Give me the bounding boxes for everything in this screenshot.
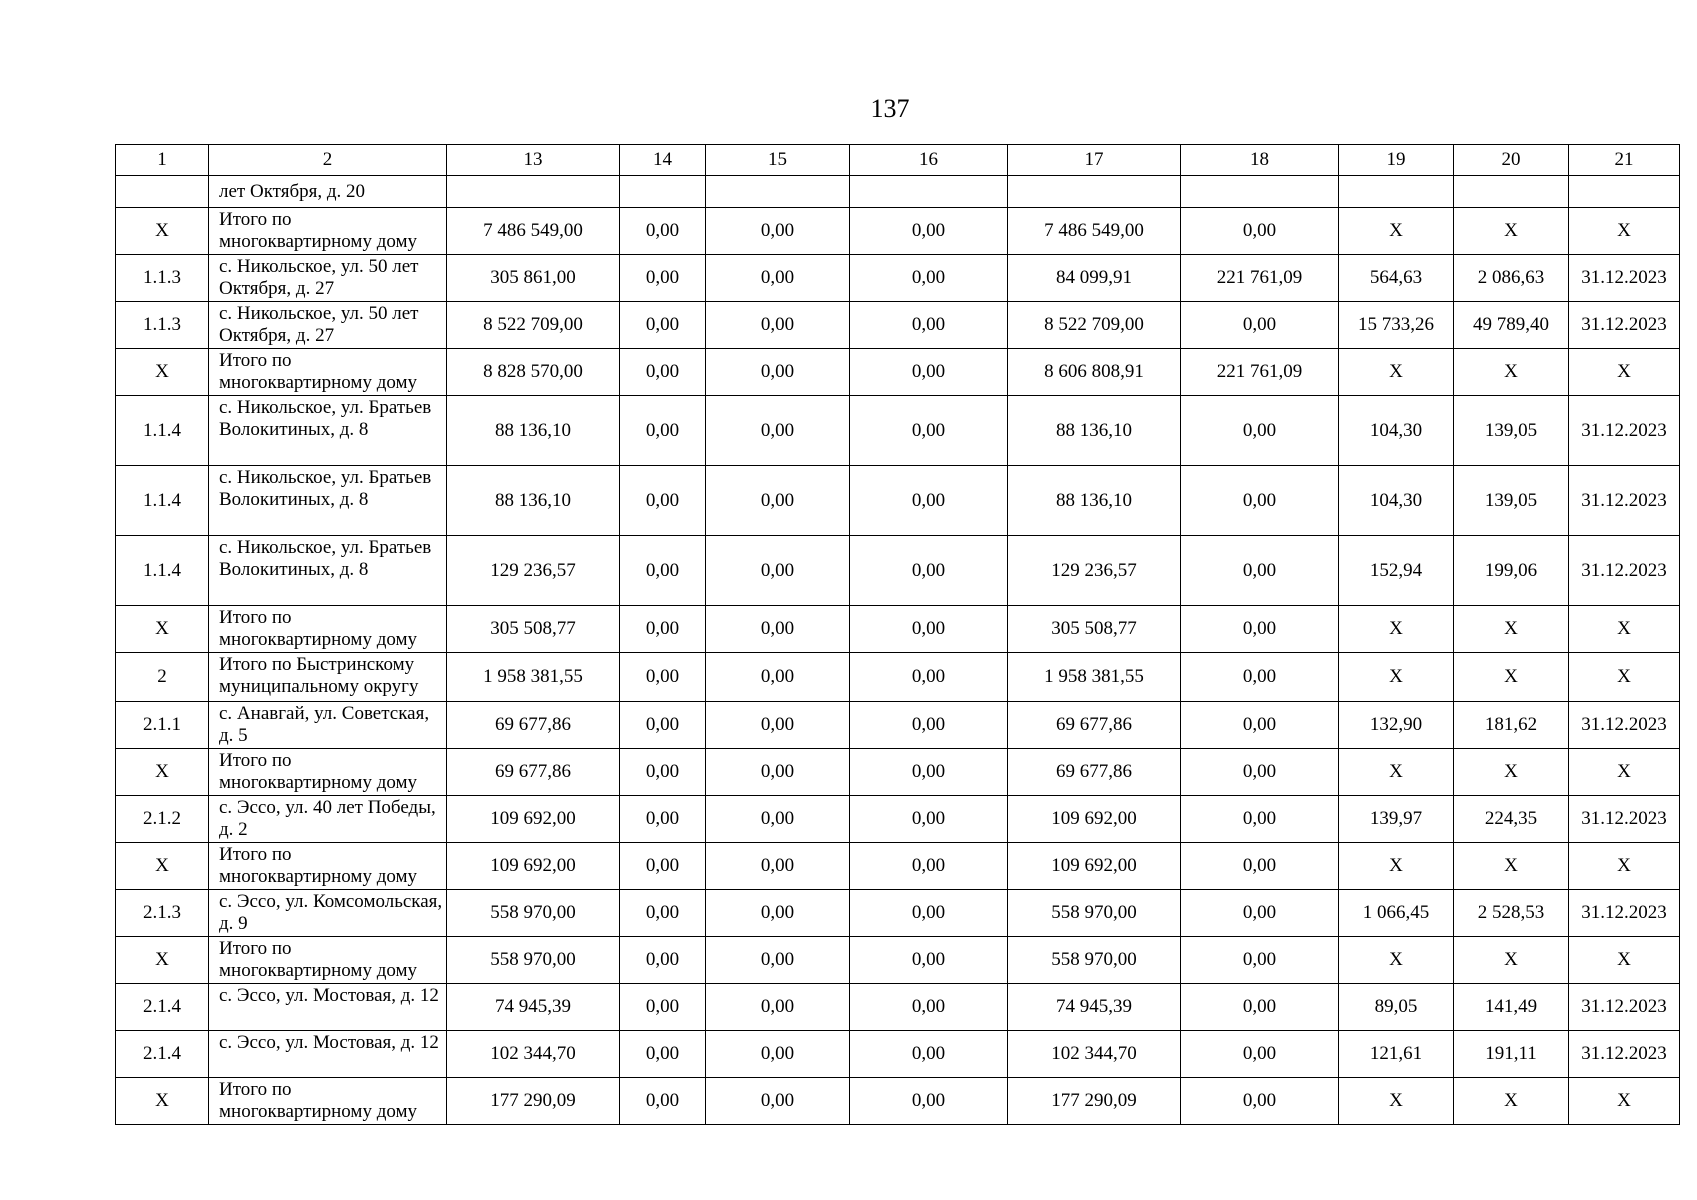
- col13-cell: 558 970,00: [447, 937, 620, 984]
- address-cell: Итого по многоквартирному дому: [209, 349, 447, 396]
- address-cell: Итого по многоквартирному дому: [209, 208, 447, 255]
- address-cell: Итого по Быстринскому муниципальному округу: [209, 653, 447, 702]
- col21-cell: 31.12.2023: [1569, 702, 1680, 749]
- col17-cell: 84 099,91: [1008, 255, 1181, 302]
- col15-cell: 0,00: [706, 1031, 850, 1078]
- col17-cell: 1 958 381,55: [1008, 653, 1181, 702]
- col14-cell: 0,00: [620, 937, 706, 984]
- col16-cell: 0,00: [850, 466, 1008, 536]
- col15-cell: 0,00: [706, 302, 850, 349]
- table-row: [116, 606, 1680, 653]
- col16-cell: 0,00: [850, 1031, 1008, 1078]
- address-cell: с. Никольское, ул. Братьев Волокитиных, д. 8: [209, 466, 447, 536]
- col15-cell: 0,00: [706, 208, 850, 255]
- col16-cell: 0,00: [850, 255, 1008, 302]
- col13-cell: 102 344,70: [447, 1031, 620, 1078]
- table-row: [116, 208, 1680, 255]
- col16-cell: [850, 176, 1008, 208]
- col20-cell: X: [1454, 843, 1569, 890]
- row-number-cell: 1.1.4: [116, 536, 209, 606]
- col20-cell: X: [1454, 606, 1569, 653]
- col16-cell: 0,00: [850, 749, 1008, 796]
- col20-cell: 181,62: [1454, 702, 1569, 749]
- col13-cell: 1 958 381,55: [447, 653, 620, 702]
- table-row: [116, 536, 1680, 606]
- col16-cell: 0,00: [850, 302, 1008, 349]
- col15-cell: 0,00: [706, 466, 850, 536]
- table-row: [116, 466, 1680, 536]
- col17-cell: 109 692,00: [1008, 796, 1181, 843]
- col19-cell: 89,05: [1339, 984, 1454, 1031]
- table-row: [116, 653, 1680, 702]
- column-header-2: 2: [209, 145, 447, 176]
- table-row: [116, 1031, 1680, 1078]
- col13-cell: 177 290,09: [447, 1078, 620, 1125]
- col14-cell: 0,00: [620, 536, 706, 606]
- col18-cell: 0,00: [1181, 466, 1339, 536]
- column-header-20: 20: [1454, 145, 1569, 176]
- row-number-cell: 2.1.4: [116, 1031, 209, 1078]
- col15-cell: 0,00: [706, 749, 850, 796]
- col19-cell: 104,30: [1339, 466, 1454, 536]
- column-header-15: 15: [706, 145, 850, 176]
- col14-cell: 0,00: [620, 984, 706, 1031]
- row-number-cell: X: [116, 349, 209, 396]
- col18-cell: 0,00: [1181, 796, 1339, 843]
- col13-cell: 8 522 709,00: [447, 302, 620, 349]
- col17-cell: 7 486 549,00: [1008, 208, 1181, 255]
- address-cell: с. Никольское, ул. Братьев Волокитиных, д. 8: [209, 396, 447, 466]
- col21-cell: X: [1569, 843, 1680, 890]
- row-number-cell: 1.1.3: [116, 302, 209, 349]
- col20-cell: X: [1454, 1078, 1569, 1125]
- col21-cell: X: [1569, 606, 1680, 653]
- col20-cell: X: [1454, 349, 1569, 396]
- address-cell: Итого по многоквартирному дому: [209, 606, 447, 653]
- row-number-cell: 2: [116, 653, 209, 702]
- col18-cell: 0,00: [1181, 653, 1339, 702]
- col18-cell: 0,00: [1181, 536, 1339, 606]
- col21-cell: X: [1569, 749, 1680, 796]
- column-header-21: 21: [1569, 145, 1680, 176]
- col18-cell: 221 761,09: [1181, 255, 1339, 302]
- col16-cell: 0,00: [850, 890, 1008, 937]
- col13-cell: 7 486 549,00: [447, 208, 620, 255]
- col21-cell: X: [1569, 208, 1680, 255]
- col13-cell: 69 677,86: [447, 749, 620, 796]
- address-cell: Итого по многоквартирному дому: [209, 1078, 447, 1125]
- col16-cell: 0,00: [850, 984, 1008, 1031]
- col14-cell: 0,00: [620, 606, 706, 653]
- col13-cell: 558 970,00: [447, 890, 620, 937]
- col19-cell: X: [1339, 349, 1454, 396]
- address-cell: Итого по многоквартирному дому: [209, 843, 447, 890]
- col14-cell: 0,00: [620, 208, 706, 255]
- column-header-1: 1: [116, 145, 209, 176]
- col15-cell: 0,00: [706, 349, 850, 396]
- col14-cell: 0,00: [620, 396, 706, 466]
- col20-cell: 224,35: [1454, 796, 1569, 843]
- address-cell: с. Никольское, ул. Братьев Волокитиных, д. 8: [209, 536, 447, 606]
- col17-cell: 69 677,86: [1008, 702, 1181, 749]
- col19-cell: X: [1339, 843, 1454, 890]
- col13-cell: [447, 176, 620, 208]
- col18-cell: 221 761,09: [1181, 349, 1339, 396]
- address-cell: с. Эссо, ул. 40 лет Победы, д. 2: [209, 796, 447, 843]
- col14-cell: 0,00: [620, 302, 706, 349]
- col21-cell: X: [1569, 349, 1680, 396]
- col21-cell: 31.12.2023: [1569, 302, 1680, 349]
- col20-cell: 199,06: [1454, 536, 1569, 606]
- col16-cell: 0,00: [850, 1078, 1008, 1125]
- col21-cell: 31.12.2023: [1569, 466, 1680, 536]
- table-row: [116, 702, 1680, 749]
- address-cell: с. Эссо, ул. Мостовая, д. 12: [209, 984, 447, 1031]
- col14-cell: 0,00: [620, 255, 706, 302]
- col21-cell: 31.12.2023: [1569, 1031, 1680, 1078]
- col15-cell: 0,00: [706, 606, 850, 653]
- col21-cell: 31.12.2023: [1569, 890, 1680, 937]
- table-row: [116, 796, 1680, 843]
- col21-cell: X: [1569, 937, 1680, 984]
- col19-cell: X: [1339, 749, 1454, 796]
- table-row: [116, 302, 1680, 349]
- col17-cell: 88 136,10: [1008, 396, 1181, 466]
- col15-cell: 0,00: [706, 843, 850, 890]
- col14-cell: 0,00: [620, 1078, 706, 1125]
- col13-cell: 305 508,77: [447, 606, 620, 653]
- col15-cell: 0,00: [706, 1078, 850, 1125]
- col15-cell: 0,00: [706, 796, 850, 843]
- column-header-16: 16: [850, 145, 1008, 176]
- col20-cell: 2 086,63: [1454, 255, 1569, 302]
- row-number-cell: 1.1.4: [116, 396, 209, 466]
- col18-cell: 0,00: [1181, 843, 1339, 890]
- col14-cell: 0,00: [620, 1031, 706, 1078]
- col13-cell: 305 861,00: [447, 255, 620, 302]
- col19-cell: 152,94: [1339, 536, 1454, 606]
- col19-cell: 1 066,45: [1339, 890, 1454, 937]
- col16-cell: 0,00: [850, 606, 1008, 653]
- col19-cell: 564,63: [1339, 255, 1454, 302]
- col17-cell: 74 945,39: [1008, 984, 1181, 1031]
- col16-cell: 0,00: [850, 208, 1008, 255]
- col17-cell: 109 692,00: [1008, 843, 1181, 890]
- address-cell: Итого по многоквартирному дому: [209, 749, 447, 796]
- col14-cell: 0,00: [620, 653, 706, 702]
- col17-cell: [1008, 176, 1181, 208]
- col15-cell: 0,00: [706, 396, 850, 466]
- col13-cell: 109 692,00: [447, 796, 620, 843]
- row-number-cell: 1.1.4: [116, 466, 209, 536]
- col15-cell: [706, 176, 850, 208]
- col16-cell: 0,00: [850, 702, 1008, 749]
- table-row: [116, 396, 1680, 466]
- col16-cell: 0,00: [850, 349, 1008, 396]
- table-row: [116, 843, 1680, 890]
- col13-cell: 88 136,10: [447, 466, 620, 536]
- col14-cell: 0,00: [620, 749, 706, 796]
- table-body: [116, 176, 1680, 1125]
- col18-cell: 0,00: [1181, 749, 1339, 796]
- col17-cell: 558 970,00: [1008, 890, 1181, 937]
- col17-cell: 177 290,09: [1008, 1078, 1181, 1125]
- col20-cell: 2 528,53: [1454, 890, 1569, 937]
- col13-cell: 129 236,57: [447, 536, 620, 606]
- col16-cell: 0,00: [850, 653, 1008, 702]
- table-row: [116, 749, 1680, 796]
- col17-cell: 8 522 709,00: [1008, 302, 1181, 349]
- row-number-cell: 1.1.3: [116, 255, 209, 302]
- column-header-18: 18: [1181, 145, 1339, 176]
- col16-cell: 0,00: [850, 796, 1008, 843]
- col15-cell: 0,00: [706, 255, 850, 302]
- col20-cell: 139,05: [1454, 466, 1569, 536]
- table-row: [116, 255, 1680, 302]
- row-number-cell: 2.1.3: [116, 890, 209, 937]
- col19-cell: X: [1339, 653, 1454, 702]
- col20-cell: 191,11: [1454, 1031, 1569, 1078]
- column-header-14: 14: [620, 145, 706, 176]
- data-table: [115, 144, 1680, 1125]
- col19-cell: X: [1339, 1078, 1454, 1125]
- col13-cell: 8 828 570,00: [447, 349, 620, 396]
- col13-cell: 74 945,39: [447, 984, 620, 1031]
- address-cell: лет Октября, д. 20: [209, 176, 447, 208]
- col21-cell: X: [1569, 1078, 1680, 1125]
- col16-cell: 0,00: [850, 843, 1008, 890]
- col17-cell: 129 236,57: [1008, 536, 1181, 606]
- col17-cell: 69 677,86: [1008, 749, 1181, 796]
- address-cell: с. Эссо, ул. Комсомольская, д. 9: [209, 890, 447, 937]
- col19-cell: [1339, 176, 1454, 208]
- col14-cell: 0,00: [620, 843, 706, 890]
- col15-cell: 0,00: [706, 984, 850, 1031]
- col14-cell: 0,00: [620, 702, 706, 749]
- col18-cell: 0,00: [1181, 937, 1339, 984]
- col19-cell: X: [1339, 208, 1454, 255]
- col18-cell: 0,00: [1181, 1031, 1339, 1078]
- table-row: [116, 890, 1680, 937]
- col21-cell: X: [1569, 653, 1680, 702]
- col18-cell: 0,00: [1181, 302, 1339, 349]
- column-header-13: 13: [447, 145, 620, 176]
- col18-cell: 0,00: [1181, 606, 1339, 653]
- row-number-cell: [116, 176, 209, 208]
- table-row: [116, 937, 1680, 984]
- row-number-cell: 2.1.4: [116, 984, 209, 1031]
- col20-cell: 139,05: [1454, 396, 1569, 466]
- col18-cell: 0,00: [1181, 1078, 1339, 1125]
- address-cell: с. Анавгай, ул. Советская, д. 5: [209, 702, 447, 749]
- col18-cell: 0,00: [1181, 208, 1339, 255]
- row-number-cell: 2.1.2: [116, 796, 209, 843]
- address-cell: Итого по многоквартирному дому: [209, 937, 447, 984]
- col19-cell: 15 733,26: [1339, 302, 1454, 349]
- col21-cell: [1569, 176, 1680, 208]
- col20-cell: 49 789,40: [1454, 302, 1569, 349]
- col15-cell: 0,00: [706, 702, 850, 749]
- col19-cell: 104,30: [1339, 396, 1454, 466]
- col15-cell: 0,00: [706, 536, 850, 606]
- col21-cell: 31.12.2023: [1569, 536, 1680, 606]
- col19-cell: 139,97: [1339, 796, 1454, 843]
- table-row: [116, 176, 1680, 208]
- col14-cell: 0,00: [620, 890, 706, 937]
- header-row: [116, 145, 1680, 176]
- col19-cell: X: [1339, 606, 1454, 653]
- col17-cell: 305 508,77: [1008, 606, 1181, 653]
- row-number-cell: X: [116, 208, 209, 255]
- row-number-cell: X: [116, 606, 209, 653]
- col20-cell: 141,49: [1454, 984, 1569, 1031]
- col19-cell: 121,61: [1339, 1031, 1454, 1078]
- col18-cell: 0,00: [1181, 396, 1339, 466]
- col21-cell: 31.12.2023: [1569, 984, 1680, 1031]
- col14-cell: [620, 176, 706, 208]
- address-cell: с. Никольское, ул. 50 лет Октября, д. 27: [209, 302, 447, 349]
- col21-cell: 31.12.2023: [1569, 396, 1680, 466]
- col21-cell: 31.12.2023: [1569, 796, 1680, 843]
- col18-cell: 0,00: [1181, 890, 1339, 937]
- col19-cell: X: [1339, 937, 1454, 984]
- col17-cell: 8 606 808,91: [1008, 349, 1181, 396]
- col20-cell: [1454, 176, 1569, 208]
- col14-cell: 0,00: [620, 796, 706, 843]
- col20-cell: X: [1454, 208, 1569, 255]
- col13-cell: 69 677,86: [447, 702, 620, 749]
- col17-cell: 558 970,00: [1008, 937, 1181, 984]
- row-number-cell: X: [116, 1078, 209, 1125]
- column-header-19: 19: [1339, 145, 1454, 176]
- row-number-cell: X: [116, 937, 209, 984]
- col16-cell: 0,00: [850, 396, 1008, 466]
- column-header-17: 17: [1008, 145, 1181, 176]
- col14-cell: 0,00: [620, 349, 706, 396]
- address-cell: с. Никольское, ул. 50 лет Октября, д. 27: [209, 255, 447, 302]
- row-number-cell: 2.1.1: [116, 702, 209, 749]
- col19-cell: 132,90: [1339, 702, 1454, 749]
- table-row: [116, 349, 1680, 396]
- col17-cell: 88 136,10: [1008, 466, 1181, 536]
- col15-cell: 0,00: [706, 937, 850, 984]
- col15-cell: 0,00: [706, 890, 850, 937]
- page-number: 137: [870, 94, 910, 123]
- col13-cell: 109 692,00: [447, 843, 620, 890]
- col16-cell: 0,00: [850, 536, 1008, 606]
- table-header: [116, 145, 1680, 176]
- table-row: [116, 984, 1680, 1031]
- col20-cell: X: [1454, 937, 1569, 984]
- col18-cell: 0,00: [1181, 702, 1339, 749]
- col13-cell: 88 136,10: [447, 396, 620, 466]
- col17-cell: 102 344,70: [1008, 1031, 1181, 1078]
- table-row: [116, 1078, 1680, 1125]
- col18-cell: [1181, 176, 1339, 208]
- col15-cell: 0,00: [706, 653, 850, 702]
- col21-cell: 31.12.2023: [1569, 255, 1680, 302]
- row-number-cell: X: [116, 843, 209, 890]
- col16-cell: 0,00: [850, 937, 1008, 984]
- row-number-cell: X: [116, 749, 209, 796]
- col20-cell: X: [1454, 749, 1569, 796]
- address-cell: с. Эссо, ул. Мостовая, д. 12: [209, 1031, 447, 1078]
- col14-cell: 0,00: [620, 466, 706, 536]
- col20-cell: X: [1454, 653, 1569, 702]
- col18-cell: 0,00: [1181, 984, 1339, 1031]
